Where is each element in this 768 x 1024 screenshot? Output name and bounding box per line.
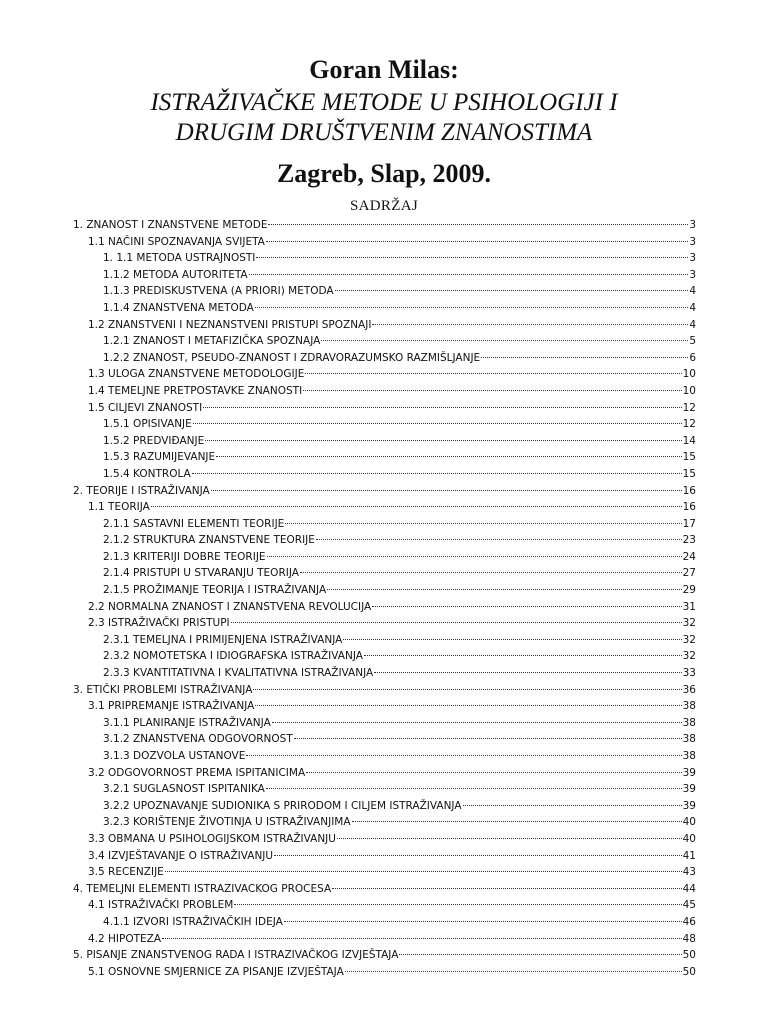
toc-entry[interactable] — [0, 234, 768, 251]
toc-entry-page: 41 — [682, 849, 696, 862]
toc-entry-title: 1. 1.1 METODA USTRAJNOSTI — [103, 252, 256, 265]
toc-entry[interactable] — [0, 383, 768, 400]
toc-entry-page: 50 — [682, 949, 696, 962]
toc-entry-title: 1.1 NAČINI SPOZNAVANJA SVIJETA — [88, 235, 265, 248]
book-title-line-1: ISTRAŽIVAČKE METODE U PSIHOLOGIJI I — [150, 89, 618, 116]
toc-dot-leader — [253, 689, 681, 690]
toc-entry[interactable] — [0, 964, 768, 981]
toc-dot-leader — [216, 456, 681, 457]
toc-entry-page: 23 — [682, 534, 696, 547]
toc-entry-page: 3 — [689, 252, 696, 265]
toc-entry-page: 43 — [682, 866, 696, 879]
toc-entry-title: 5. PISANJE ZNANSTVENOG RADA I ISTRAZIVAČKOG IZVJEŠTAJA — [73, 949, 399, 962]
toc-entry-page: 10 — [682, 368, 696, 381]
toc-entry-page: 4 — [689, 301, 696, 314]
toc-entry-title: 1.1 TEORIJA — [88, 501, 150, 514]
toc-dot-leader — [343, 639, 681, 640]
toc-dot-leader — [352, 821, 682, 822]
toc-entry[interactable] — [0, 715, 768, 732]
toc-entry-page: 14 — [682, 434, 696, 447]
toc-entry-title: 4.2 HIPOTEZA — [88, 932, 162, 945]
toc-entry-title: 3.1.1 PLANIRANJE ISTRAŽIVANJA — [103, 716, 271, 729]
toc-dot-leader — [249, 274, 689, 275]
toc-entry-title: 1.5 CILJEVI ZNANOSTI — [88, 401, 203, 414]
toc-entry[interactable] — [0, 947, 768, 964]
toc-entry-page: 45 — [682, 899, 696, 912]
toc-entry[interactable] — [0, 914, 768, 931]
toc-dot-leader — [399, 954, 681, 955]
toc-dot-leader — [332, 888, 681, 889]
toc-entry-title: 2.3 ISTRAŽIVAČKI PRISTUPI — [88, 617, 230, 630]
toc-entry[interactable] — [0, 781, 768, 798]
toc-entry-title: 4.1.1 IZVORI ISTRAŽIVAČKIH IDEJA — [103, 915, 283, 928]
toc-entry-title: 1. ZNANOST I ZNANSTVENE METODE — [73, 219, 268, 231]
toc-entry[interactable] — [0, 682, 768, 699]
toc-entry[interactable] — [0, 798, 768, 815]
toc-dot-leader — [266, 788, 682, 789]
toc-entry-title: 1.2 ZNANSTVENI I NEZNANSTVENI PRISTUPI SPOZNAJI — [88, 318, 372, 331]
toc-entry-page: 38 — [682, 700, 696, 713]
toc-entry-title: 1.5.4 KONTROLA — [103, 467, 191, 480]
toc-entry[interactable] — [0, 582, 768, 599]
toc-entry[interactable] — [0, 731, 768, 748]
toc-dot-leader — [231, 622, 682, 623]
toc-dot-leader — [300, 572, 682, 573]
toc-entry-page: 4 — [689, 285, 696, 298]
toc-entry-title: 1.1.3 PREDISKUSTVENA (A PRIORI) METODA — [103, 285, 334, 298]
toc-entry-title: 2.3.2 NOMOTETSKA I IDIOGRAFSKA ISTRAŽIVANJA — [103, 650, 363, 663]
toc-dot-leader — [345, 971, 682, 972]
toc-entry-title: 1.1.2 METODA AUTORITETA — [103, 268, 248, 281]
toc-entry-page: 36 — [682, 683, 696, 696]
toc-entry-page: 5 — [689, 335, 696, 348]
toc-entry[interactable] — [0, 897, 768, 914]
toc-dot-leader — [327, 589, 681, 590]
toc-entry-page: 12 — [682, 401, 696, 414]
book-title-line-2: DRUGIM DRUŠTVENIM ZNANOSTIMA — [175, 119, 593, 146]
publication-info: Zagreb, Slap, 2009. — [276, 159, 492, 188]
toc-entry[interactable] — [0, 565, 768, 582]
toc-dot-leader — [364, 655, 682, 656]
toc-entry-page: 44 — [682, 882, 696, 895]
toc-entry[interactable] — [0, 267, 768, 284]
toc-entry-page: 32 — [682, 650, 696, 663]
toc-dot-leader — [272, 722, 682, 723]
toc-entry-title: 3.2.3 KORIŠTENJE ŽIVOTINJA U ISTRAŽIVANJIMA — [103, 816, 351, 829]
toc-entry[interactable] — [0, 848, 768, 865]
toc-entry[interactable] — [0, 765, 768, 782]
toc-dot-leader — [374, 672, 681, 673]
toc-entry-title: 3.2 ODGOVORNOST PREMA ISPITANICIMA — [88, 766, 306, 779]
toc-entry[interactable] — [0, 931, 768, 948]
toc-entry-page: 24 — [682, 550, 696, 563]
toc-entry-page: 38 — [682, 750, 696, 762]
toc-entry-title: 2.1.4 PRISTUPI U STVARANJU TEORIJA — [103, 567, 299, 580]
toc-entry-page: 40 — [682, 832, 696, 845]
toc-entry[interactable] — [0, 599, 768, 616]
toc-entry[interactable] — [0, 499, 768, 516]
toc-entry-title: 2.1.1 SASTAVNI ELEMENTI TEORIJE — [103, 517, 285, 530]
toc-dot-leader — [255, 307, 688, 308]
toc-dot-leader — [305, 373, 681, 374]
toc-entry-page: 46 — [682, 915, 696, 928]
toc-dot-leader — [372, 606, 681, 607]
toc-entry[interactable] — [0, 217, 768, 234]
toc-entry-title: 1.3 ULOGA ZNANSTVENE METODOLOGIJE — [88, 368, 305, 381]
toc-entry-page: 3 — [689, 219, 696, 231]
toc-entry[interactable] — [0, 350, 768, 367]
toc-entry[interactable] — [0, 615, 768, 632]
toc-entry[interactable] — [0, 814, 768, 831]
toc-entry[interactable] — [0, 433, 768, 450]
toc-entry-title: 3.4 IZVJEŠTAVANJE O ISTRAŽIVANJU — [88, 849, 274, 862]
toc-entry-title: 3.3 OBMANA U PSIHOLOGIJSKOM ISTRAŽIVANJU — [88, 832, 336, 845]
toc-entry-page: 50 — [682, 965, 696, 978]
toc-dot-leader — [372, 324, 688, 325]
toc-dot-leader — [266, 241, 688, 242]
toc-entry-page: 32 — [682, 617, 696, 630]
toc-entry-title: 2.3.3 KVANTITATIVNA I KVALITATIVNA ISTRAŽIVANJA — [103, 667, 374, 680]
toc-dot-leader — [274, 855, 682, 856]
toc-dot-leader — [205, 440, 681, 441]
toc-entry[interactable] — [0, 516, 768, 533]
toc-entry-title: 3.5 RECENZIJE — [88, 866, 164, 879]
toc-entry[interactable] — [0, 333, 768, 350]
toc-dot-leader — [285, 523, 681, 524]
toc-entry-page: 12 — [682, 418, 696, 431]
toc-entry-title: 3. ETIČKI PROBLEMI ISTRAŽIVANJA — [73, 683, 253, 696]
toc-entry[interactable] — [0, 466, 768, 483]
toc-dot-leader — [234, 904, 681, 905]
toc-dot-leader — [256, 257, 688, 258]
toc-entry-title: 3.2.2 UPOZNAVANJE SUDIONIKA S PRIRODOM I CILJEM ISTRAŽIVANJA — [103, 799, 462, 812]
toc-entry-page: 39 — [682, 766, 696, 779]
toc-entry-page: 38 — [682, 716, 696, 729]
toc-entry-page: 17 — [682, 517, 696, 530]
toc-heading: SADRŽAJ — [350, 198, 418, 214]
toc-entry-title: 4.1 ISTRAŽIVAČKI PROBLEM — [88, 899, 234, 912]
toc-dot-leader — [306, 772, 681, 773]
toc-entry[interactable] — [0, 416, 768, 433]
toc-dot-leader — [255, 705, 681, 706]
table-of-contents — [0, 217, 768, 980]
toc-entry[interactable] — [0, 881, 768, 898]
toc-entry[interactable] — [0, 483, 768, 500]
toc-entry-title: 3.1 PRIPREMANJE ISTRAŽIVANJA — [88, 700, 255, 713]
toc-entry[interactable] — [0, 698, 768, 715]
toc-dot-leader — [316, 539, 682, 540]
toc-entry[interactable] — [0, 665, 768, 682]
toc-entry-page: 3 — [689, 268, 696, 281]
toc-dot-leader — [303, 390, 681, 391]
toc-dot-leader — [192, 473, 682, 474]
toc-entry-page: 48 — [682, 932, 696, 945]
toc-entry[interactable] — [0, 748, 768, 765]
toc-entry-title: 4. TEMELJNI ELEMENTI ISTRAZIVACKOG PROCESA — [73, 882, 332, 895]
toc-entry-title: 2.3.1 TEMELJNA I PRIMIJENJENA ISTRAŽIVANJA — [103, 633, 343, 646]
toc-entry[interactable] — [0, 366, 768, 383]
toc-entry[interactable] — [0, 632, 768, 649]
toc-entry-title: 1.2.1 ZNANOST I METAFIZIČKA SPOZNAJA — [103, 335, 321, 348]
toc-entry-page: 16 — [682, 501, 696, 514]
author-name: Goran Milas: — [309, 55, 459, 84]
toc-entry-title: 2.1.3 KRITERIJI DOBRE TEORIJE — [103, 550, 266, 563]
toc-entry-page: 39 — [682, 783, 696, 796]
toc-dot-leader — [294, 738, 682, 739]
toc-entry-title: 1.5.1 OPISIVANJE — [103, 418, 192, 431]
toc-entry-page: 32 — [682, 633, 696, 646]
toc-entry[interactable] — [0, 648, 768, 665]
toc-dot-leader — [337, 838, 682, 839]
toc-dot-leader — [463, 805, 682, 806]
toc-entry[interactable] — [0, 449, 768, 466]
toc-entry-page: 16 — [682, 484, 696, 497]
toc-entry-title: 3.2.1 SUGLASNOST ISPITANIKA — [103, 783, 265, 796]
toc-entry-page: 39 — [682, 799, 696, 812]
toc-dot-leader — [321, 340, 688, 341]
toc-entry[interactable] — [0, 864, 768, 881]
toc-entry-title: 3.1.3 DOZVOLA USTANOVE — [103, 750, 246, 762]
book-title — [0, 88, 768, 148]
toc-entry[interactable] — [0, 250, 768, 267]
toc-entry-title: 5.1 OSNOVNE SMJERNICE ZA PISANJE IZVJEŠTAJA — [88, 965, 344, 978]
toc-entry-title: 2. TEORIJE I ISTRAŽIVANJA — [73, 484, 210, 497]
toc-dot-leader — [268, 224, 688, 225]
toc-entry-page: 6 — [689, 351, 696, 364]
toc-dot-leader — [335, 290, 689, 291]
toc-entry-title: 1.5.3 RAZUMIJEVANJE — [103, 451, 216, 464]
toc-entry-page: 10 — [682, 384, 696, 397]
toc-dot-leader — [165, 871, 682, 872]
toc-dot-leader — [267, 556, 682, 557]
toc-entry-page: 40 — [682, 816, 696, 829]
toc-entry-title: 1.1.4 ZNANSTVENA METODA — [103, 301, 254, 314]
toc-entry-title: 1.4 TEMELJNE PRETPOSTAVKE ZNANOSTI — [88, 384, 303, 397]
toc-entry-title: 2.1.5 PROŽIMANJE TEORIJA I ISTRAŽIVANJA — [103, 584, 327, 597]
toc-entry-page: 31 — [682, 600, 696, 613]
toc-entry-page: 29 — [682, 584, 696, 597]
toc-dot-leader — [211, 490, 682, 491]
toc-entry-title: 1.2.2 ZNANOST, PSEUDO-ZNANOST I ZDRAVORAZUMSKO RAZMIŠLJANJE — [103, 351, 481, 364]
toc-dot-leader — [203, 407, 681, 408]
toc-entry-page: 15 — [682, 451, 696, 464]
toc-dot-leader — [162, 938, 682, 939]
toc-entry-page: 33 — [682, 667, 696, 680]
toc-dot-leader — [151, 506, 682, 507]
toc-dot-leader — [284, 921, 682, 922]
toc-entry[interactable] — [0, 831, 768, 848]
toc-entry-page: 15 — [682, 467, 696, 480]
toc-entry-page: 38 — [682, 733, 696, 746]
toc-entry[interactable] — [0, 283, 768, 300]
toc-entry-page: 3 — [689, 235, 696, 248]
toc-entry[interactable] — [0, 549, 768, 566]
toc-entry-title: 2.1.2 STRUKTURA ZNANSTVENE TEORIJE — [103, 534, 315, 547]
toc-dot-leader — [193, 423, 682, 424]
toc-dot-leader — [246, 755, 681, 756]
toc-entry[interactable] — [0, 532, 768, 549]
toc-entry[interactable] — [0, 300, 768, 317]
toc-entry-title: 1.5.2 PREDVIĐANJE — [103, 434, 205, 447]
toc-dot-leader — [481, 357, 688, 358]
toc-entry-title: 2.2 NORMALNA ZNANOST I ZNANSTVENA REVOLUCIJA — [88, 600, 372, 613]
toc-entry[interactable] — [0, 317, 768, 334]
toc-entry-page: 4 — [689, 318, 696, 331]
toc-entry-page: 27 — [682, 567, 696, 580]
toc-entry-title: 3.1.2 ZNANSTVENA ODGOVORNOST — [103, 733, 293, 746]
toc-entry[interactable] — [0, 400, 768, 417]
